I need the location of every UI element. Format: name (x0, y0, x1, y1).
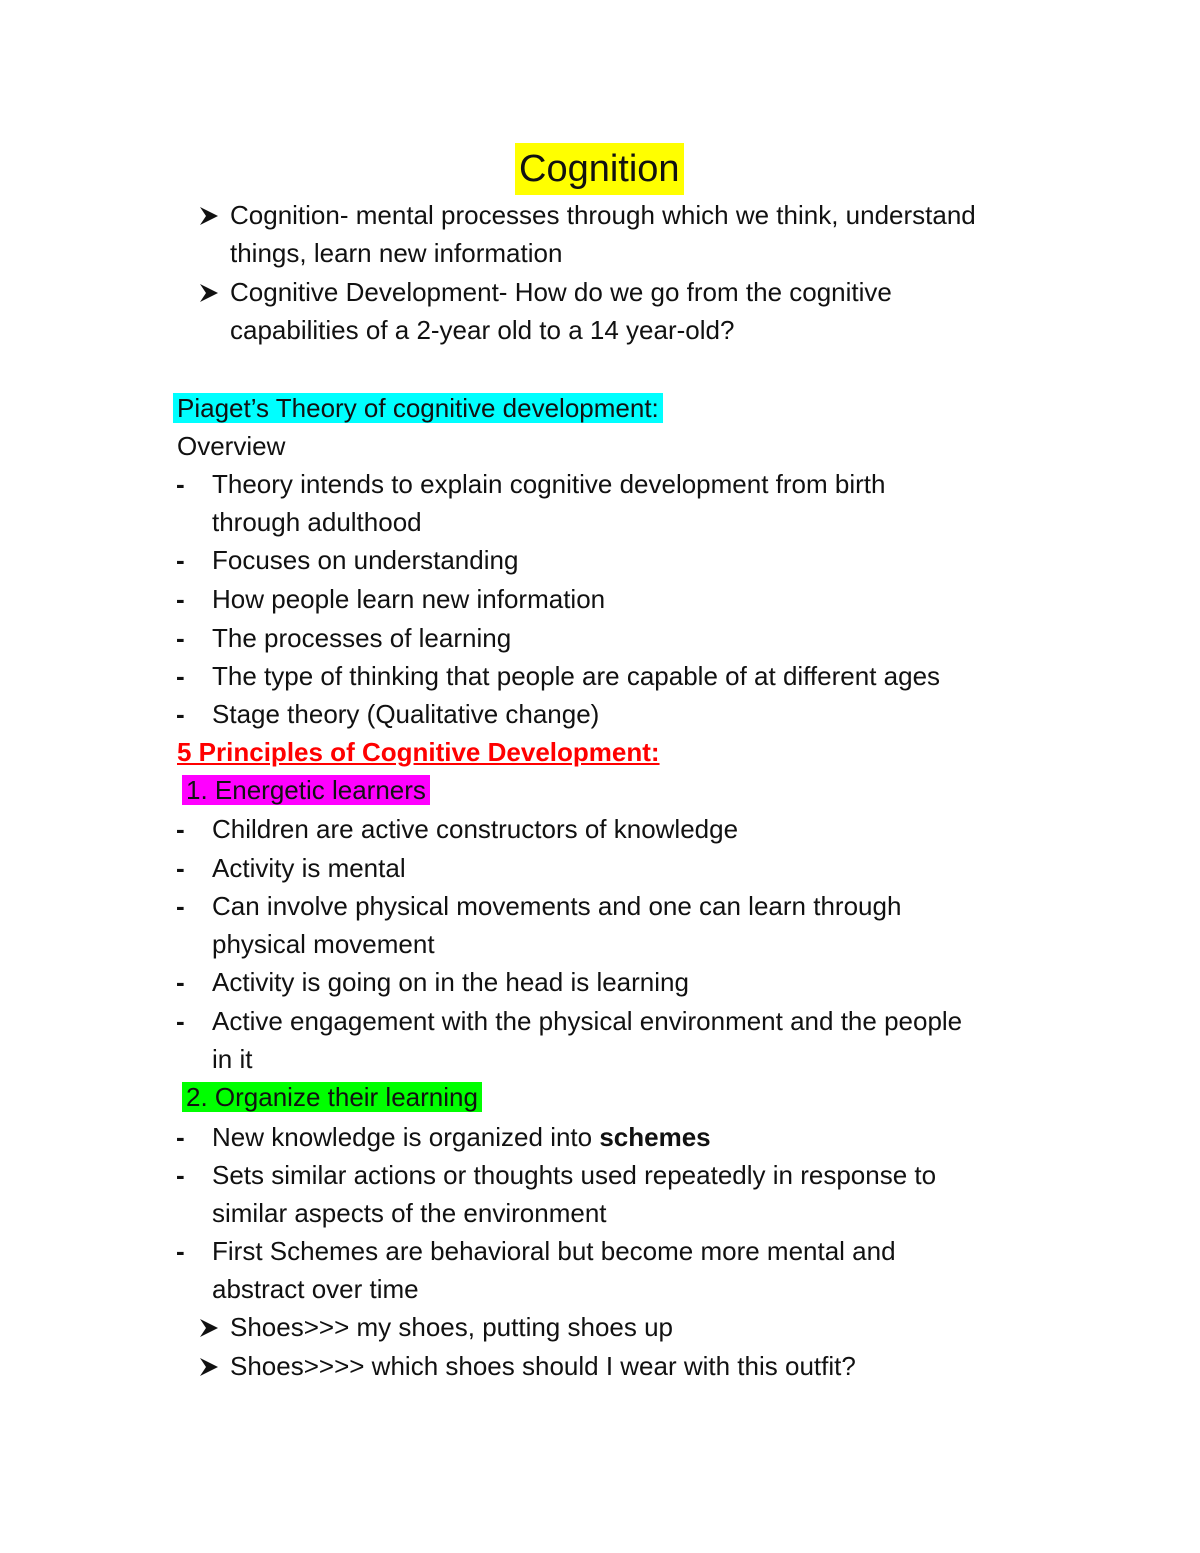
intro-item-2-line2: capabilities of a 2-year old to a 14 year-old? (230, 315, 735, 345)
p2-item-3-line2: abstract over time (212, 1274, 419, 1304)
p2-item-1 (212, 1118, 711, 1156)
dash-bullet: - (176, 584, 185, 614)
schemes-term: schemes (599, 1122, 711, 1152)
p2-item-2-line2: similar aspects of the environment (212, 1198, 607, 1228)
arrow-bullet-icon (198, 282, 220, 304)
page-title: Cognition (515, 143, 684, 195)
p2-item-3-line1: First Schemes are behavioral but become more mental and (212, 1236, 896, 1266)
dash-bullet: - (176, 1236, 185, 1266)
dash-bullet: - (176, 1006, 185, 1036)
dash-bullet: - (176, 853, 185, 883)
dash-bullet: - (176, 545, 185, 575)
intro-item-1-line1: Cognition- mental processes through which we think, understand (230, 200, 976, 230)
dash-bullet: - (176, 967, 185, 997)
p1-item-4: Activity is going on in the head is learning (212, 967, 689, 997)
principle-1-label: 1. Energetic learners (182, 775, 430, 805)
piaget-item-1-line1: Theory intends to explain cognitive development from birth (212, 469, 886, 499)
p1-item-1: Children are active constructors of knowledge (212, 814, 739, 844)
dash-bullet: - (176, 623, 185, 653)
p2-sub-item-2: Shoes>>>> which shoes should I wear with this outfit? (230, 1351, 856, 1381)
dash-bullet: - (176, 699, 185, 729)
piaget-item-4: The processes of learning (212, 623, 512, 653)
piaget-item-3: How people learn new information (212, 584, 606, 614)
dash-bullet: - (176, 1160, 185, 1190)
arrow-bullet-icon (198, 1356, 220, 1378)
arrow-bullet-icon (198, 1317, 220, 1339)
arrow-bullet-icon (198, 205, 220, 227)
principles-heading: 5 Principles of Cognitive Development: (177, 737, 660, 767)
p2-item-1-text: New knowledge is organized into (212, 1122, 600, 1152)
dash-bullet: - (176, 1122, 185, 1152)
dash-bullet: - (176, 891, 185, 921)
section-heading-piaget: Piaget’s Theory of cognitive development: (173, 393, 663, 423)
dash-bullet: - (176, 814, 185, 844)
overview-label: Overview (177, 431, 286, 461)
p1-item-3-line1: Can involve physical movements and one can learn through (212, 891, 902, 921)
piaget-item-2: Focuses on understanding (212, 545, 519, 575)
intro-item-2-line1: Cognitive Development- How do we go from the cognitive (230, 277, 892, 307)
p1-item-3-line2: physical movement (212, 929, 435, 959)
piaget-item-5: The type of thinking that people are capable of at different ages (212, 661, 941, 691)
principle-2-label: 2. Organize their learning (182, 1082, 482, 1112)
p2-item-2-line1: Sets similar actions or thoughts used repeatedly in response to (212, 1160, 937, 1190)
intro-item-1-line2: things, learn new information (230, 238, 563, 268)
p1-item-5-line1: Active engagement with the physical environment and the people (212, 1006, 963, 1036)
piaget-item-1-line2: through adulthood (212, 507, 422, 537)
dash-bullet: - (176, 661, 185, 691)
p1-item-2: Activity is mental (212, 853, 406, 883)
p1-item-5-line2: in it (212, 1044, 253, 1074)
piaget-item-6: Stage theory (Qualitative change) (212, 699, 600, 729)
dash-bullet: - (176, 469, 185, 499)
p2-sub-item-1: Shoes>>> my shoes, putting shoes up (230, 1312, 674, 1342)
